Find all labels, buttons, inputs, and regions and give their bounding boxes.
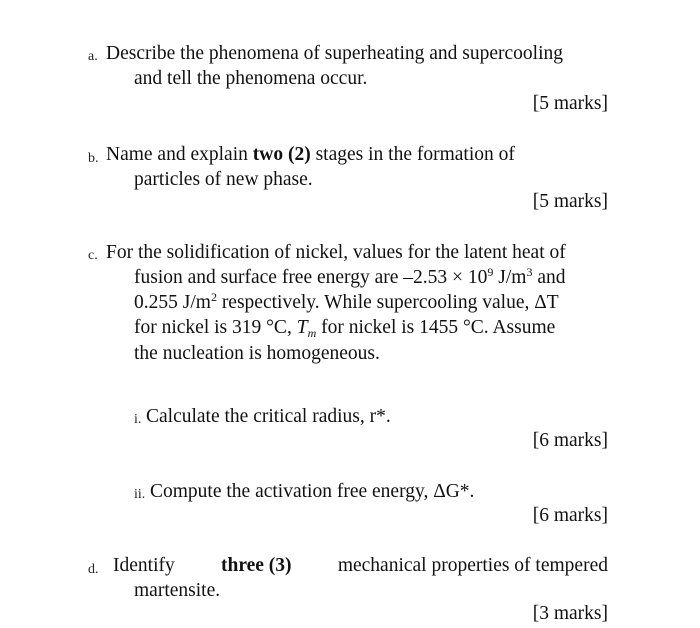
- question-c-line-5: the nucleation is homogeneous.: [134, 343, 380, 364]
- question-c-i-marks: [6 marks]: [532, 430, 608, 451]
- question-c-i-text: Calculate the critical radius, r*.: [146, 406, 391, 427]
- question-c-line-4: for nickel is 319 °C, $T_m$ for nickel is 1455 °C. Assume: [134, 317, 556, 340]
- question-c-line-3: 0.255 $J/m^2$ respectively. While supercooling value, ΔT: [134, 290, 559, 313]
- question-c-label: c.: [88, 248, 98, 263]
- question-d-line-2: martensite.: [134, 580, 221, 601]
- question-d-line-1: Identify three (3) mechanical properties of tempered: [113, 555, 608, 576]
- question-d-emphasis: three (3): [220, 555, 292, 576]
- question-a-line-2: and tell the phenomena occur.: [134, 68, 368, 89]
- question-c-line-1: For the solidification of nickel, values for the latent heat of: [106, 242, 566, 263]
- question-b-line-2: particles of new phase.: [134, 169, 313, 190]
- question-b-label: b.: [88, 151, 99, 166]
- question-d-marks: [3 marks]: [532, 603, 608, 624]
- question-c-i-label: i.: [134, 412, 142, 427]
- question-c-ii-text: Compute the activation free energy, ΔG*.: [150, 481, 475, 502]
- question-b-line-1: Name and explain two (2) stages in the formation of: [106, 144, 515, 165]
- question-a-marks: [5 marks]: [532, 93, 608, 114]
- question-d-label: d.: [88, 562, 99, 577]
- question-a-label: a.: [88, 49, 98, 64]
- question-c-line-2: fusion and surface free energy are $-2.53 \times 10^9$ $J/m^3$ and: [134, 265, 566, 288]
- question-c-ii-label: ii.: [134, 487, 146, 502]
- question-c-ii-marks: [6 marks]: [532, 505, 608, 526]
- question-b-marks: [5 marks]: [532, 191, 608, 212]
- question-b-emphasis: two (2): [252, 144, 311, 165]
- question-a-line-1: Describe the phenomena of superheating and supercooling: [106, 43, 564, 64]
